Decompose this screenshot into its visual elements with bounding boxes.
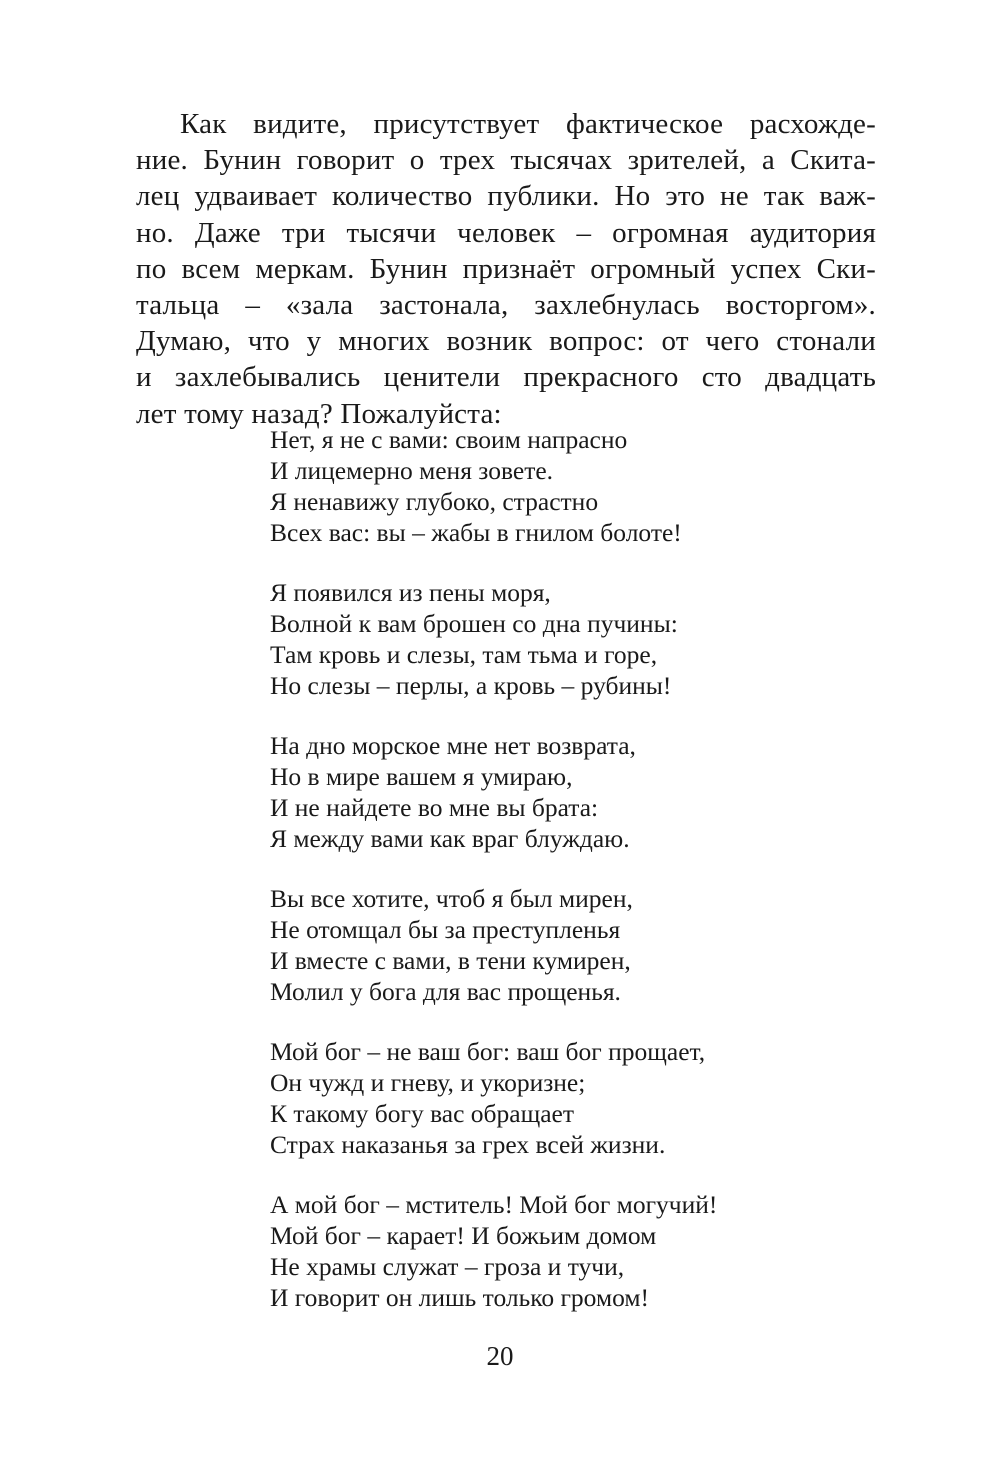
poem-verse: Но в мире вашем я умираю, (270, 762, 573, 791)
poem-stanza (270, 577, 890, 701)
poem-verse: Не храмы служат – гроза и тучи, (270, 1252, 625, 1281)
prose-paragraph (136, 106, 876, 432)
poem-verse: Но слезы – перлы, а кровь – рубины! (270, 671, 672, 700)
prose-line: тальца – «зала застонала, захлебнулась восторгом». (136, 289, 876, 322)
poem-stanza (270, 730, 890, 854)
poem-verse: Вы все хотите, чтоб я был мирен, (270, 884, 633, 913)
poem-verse: И лицемерно меня зовете. (270, 456, 554, 485)
poem-verse: И вместе с вами, в тени кумирен, (270, 946, 631, 975)
prose-line: Думаю, что у многих возник вопрос: от чего стонали (136, 325, 876, 358)
page-number: 20 (486, 1341, 514, 1371)
poem-stanza (270, 883, 890, 1007)
prose-line: но. Даже три тысячи человек – огромная аудитория (136, 216, 876, 249)
poem-verse: Я ненавижу глубоко, страстно (270, 487, 599, 516)
poem-verse: И говорит он лишь только громом! (270, 1283, 649, 1312)
poem-verse: Там кровь и слезы, там тьма и горе, (270, 640, 658, 669)
poem-verse: Я между вами как враг блуждаю. (270, 824, 630, 853)
poem-stanza (270, 424, 890, 548)
poem (270, 424, 890, 1342)
prose-line: Как видите, присутствует фактическое расхожде- (180, 108, 876, 140)
poem-verse: А мой бог – мститель! Мой бог могучий! (270, 1190, 718, 1219)
poem-verse: Он чужд и гневу, и укоризне; (270, 1068, 586, 1097)
poem-stanza (270, 1189, 890, 1313)
poem-verse: Не отомщал бы за преступленья (270, 915, 621, 944)
poem-verse: Страх наказанья за грех всей жизни. (270, 1130, 666, 1159)
poem-verse: Мой бог – карает! И божьим домом (270, 1221, 657, 1250)
prose-line: лец удваивает количество публики. Но это не так важ- (136, 180, 876, 213)
poem-verse: Молил у бога для вас прощенья. (270, 977, 621, 1006)
poem-verse: И не найдете во мне вы брата: (270, 793, 599, 822)
prose-line: по всем меркам. Бунин признаёт огромный успех Ски- (136, 252, 876, 285)
poem-verse: Всех вас: вы – жабы в гнилом болоте! (270, 518, 682, 547)
poem-verse: Волной к вам брошен со дна пучины: (270, 609, 678, 638)
poem-verse: На дно морское мне нет возврата, (270, 731, 636, 760)
prose-line: и захлебывались ценители прекрасного сто двадцать (136, 361, 876, 394)
prose-line: ние. Бунин говорит о трех тысячах зрителей, а Скита- (136, 144, 876, 177)
poem-stanza (270, 1036, 890, 1160)
poem-verse: Мой бог – не ваш бог: ваш бог прощает, (270, 1037, 706, 1066)
poem-verse: Я появился из пены моря, (270, 578, 551, 607)
poem-verse: Нет, я не с вами: своим напрасно (270, 425, 628, 454)
poem-verse: К такому богу вас обращает (270, 1099, 575, 1128)
prose-line: лет тому назад? Пожалуйста: (136, 397, 502, 430)
